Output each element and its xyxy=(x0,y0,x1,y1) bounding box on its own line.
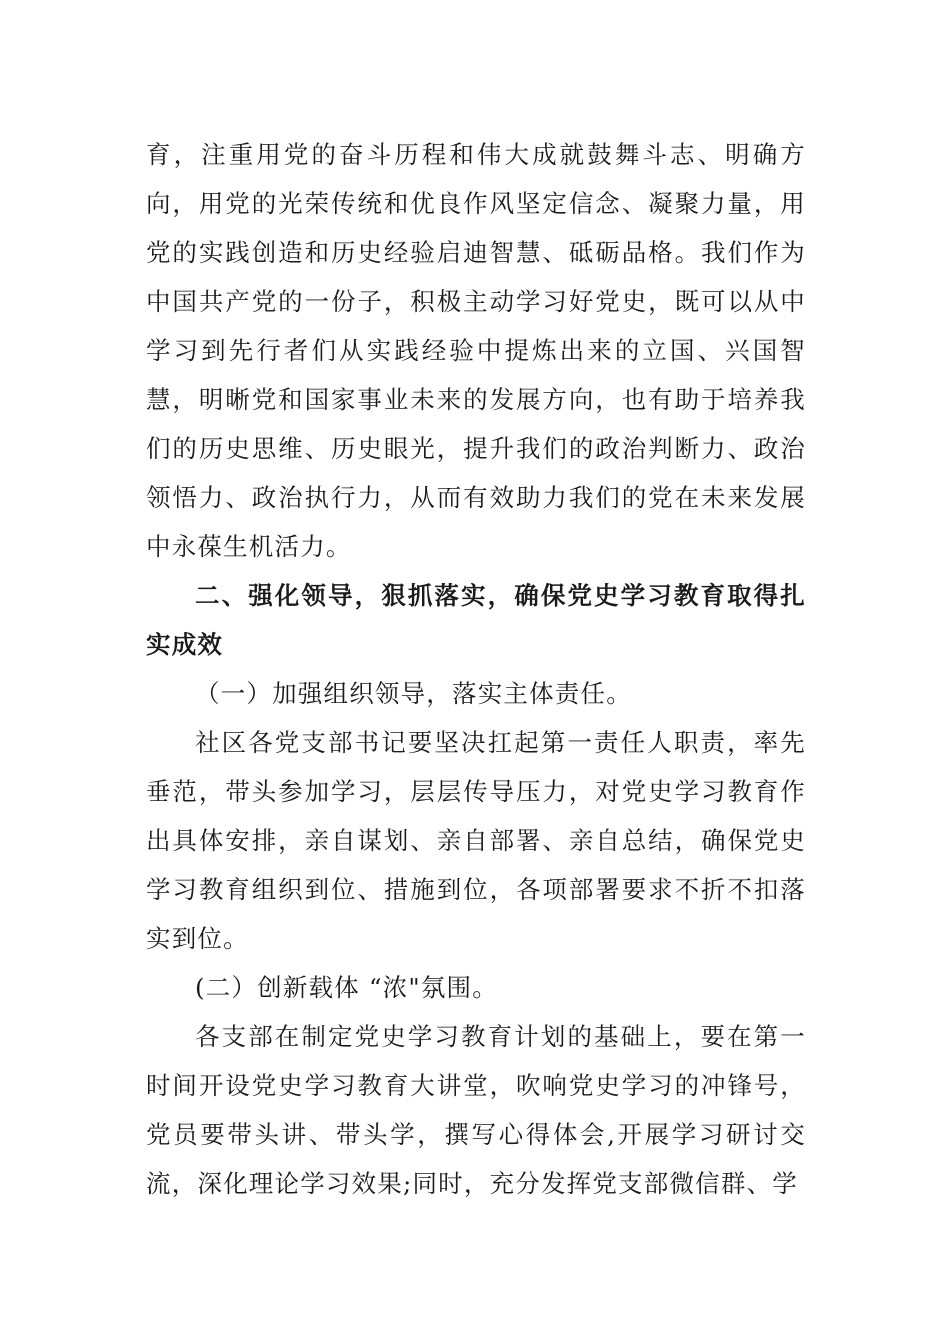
subheading-2: (二）创新载体 “浓"氛围。 xyxy=(195,973,498,1002)
document-page xyxy=(146,130,806,1208)
subheading-1: （一）加强组织领导，落实主体责任。 xyxy=(195,679,632,708)
section-heading-2: 二、强化领导，狠抓落实，确保党史学习教育取得扎实成效 xyxy=(146,581,806,659)
body-paragraph-1: 育，注重用党的奋斗历程和伟大成就鼓舞斗志、明确方向，用党的光荣传统和优良作风坚定信念、凝聚力量，用党的实践创造和历史经验启迪智慧、砥砺品格。我们作为中国共产党的一份子，积极主动学习好党史，既可以从中学习到先行者们从实践经验中提炼出来的立国、兴国智慧，明晰党和国家事业未来的发展方向，也有助于培养我们的历史思维、历史眼光，提升我们的政治判断力、政治领悟力、政治执行力，从而有效助力我们的党在未来发展中永葆生机活力。 xyxy=(146,140,806,561)
body-paragraph-3: 各支部在制定党史学习教育计划的基础上，要在第一时间开设党史学习教育大讲堂，吹响党史学习的冲锋号，党员要带头讲、带头学，撰写心得体会,开展学习研讨交流，深化理论学习效果;同时，充分发挥党支部微信群、学 xyxy=(146,1022,806,1198)
body-paragraph-2: 社区各党支部书记要坚决扛起第一责任人职责，率先垂范，带头参加学习，层层传导压力，对党史学习教育作出具体安排，亲自谋划、亲自部署、亲自总结，确保党史学习教育组织到位、措施到位，各项部署要求不折不扣落实到位。 xyxy=(146,728,806,953)
